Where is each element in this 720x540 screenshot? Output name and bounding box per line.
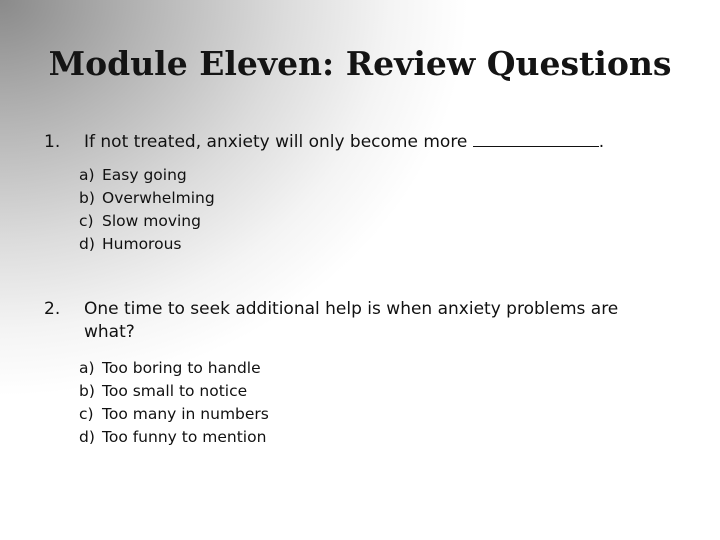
option-b xyxy=(79,187,215,210)
option-a xyxy=(79,357,269,380)
option-text: Easy going xyxy=(102,166,187,184)
option-a xyxy=(79,164,215,187)
option-letter: d) xyxy=(79,235,95,253)
option-text: Too small to notice xyxy=(102,382,248,400)
slide-title: Module Eleven: Review Questions xyxy=(48,44,672,83)
question-number: 2. xyxy=(44,299,61,319)
option-letter: c) xyxy=(79,405,94,423)
option-text: Too boring to handle xyxy=(102,359,261,377)
option-d xyxy=(79,426,269,449)
question-text-start: If not treated, anxiety will only become more xyxy=(84,132,473,152)
option-letter: b) xyxy=(79,189,95,207)
option-c xyxy=(79,210,215,233)
answer-blank xyxy=(473,131,599,147)
option-letter: c) xyxy=(79,212,94,230)
option-letter: d) xyxy=(79,428,95,446)
question-number: 1. xyxy=(44,132,61,152)
option-letter: a) xyxy=(79,166,95,184)
question-text: One time to seek additional help is when anxiety problems are what? xyxy=(84,299,619,342)
option-text: Overwhelming xyxy=(102,189,215,207)
option-letter: a) xyxy=(79,359,95,377)
option-b xyxy=(79,380,269,403)
option-letter: b) xyxy=(79,382,95,400)
option-text: Too many in numbers xyxy=(102,405,269,423)
question-text xyxy=(84,131,664,154)
question-text-end: . xyxy=(598,132,605,152)
option-text: Slow moving xyxy=(102,212,201,230)
option-text: Too funny to mention xyxy=(102,428,267,446)
option-c xyxy=(79,403,269,426)
option-d xyxy=(79,233,215,256)
option-text: Humorous xyxy=(102,235,182,253)
answer-options-1 xyxy=(79,164,215,256)
answer-options-2 xyxy=(79,357,269,449)
